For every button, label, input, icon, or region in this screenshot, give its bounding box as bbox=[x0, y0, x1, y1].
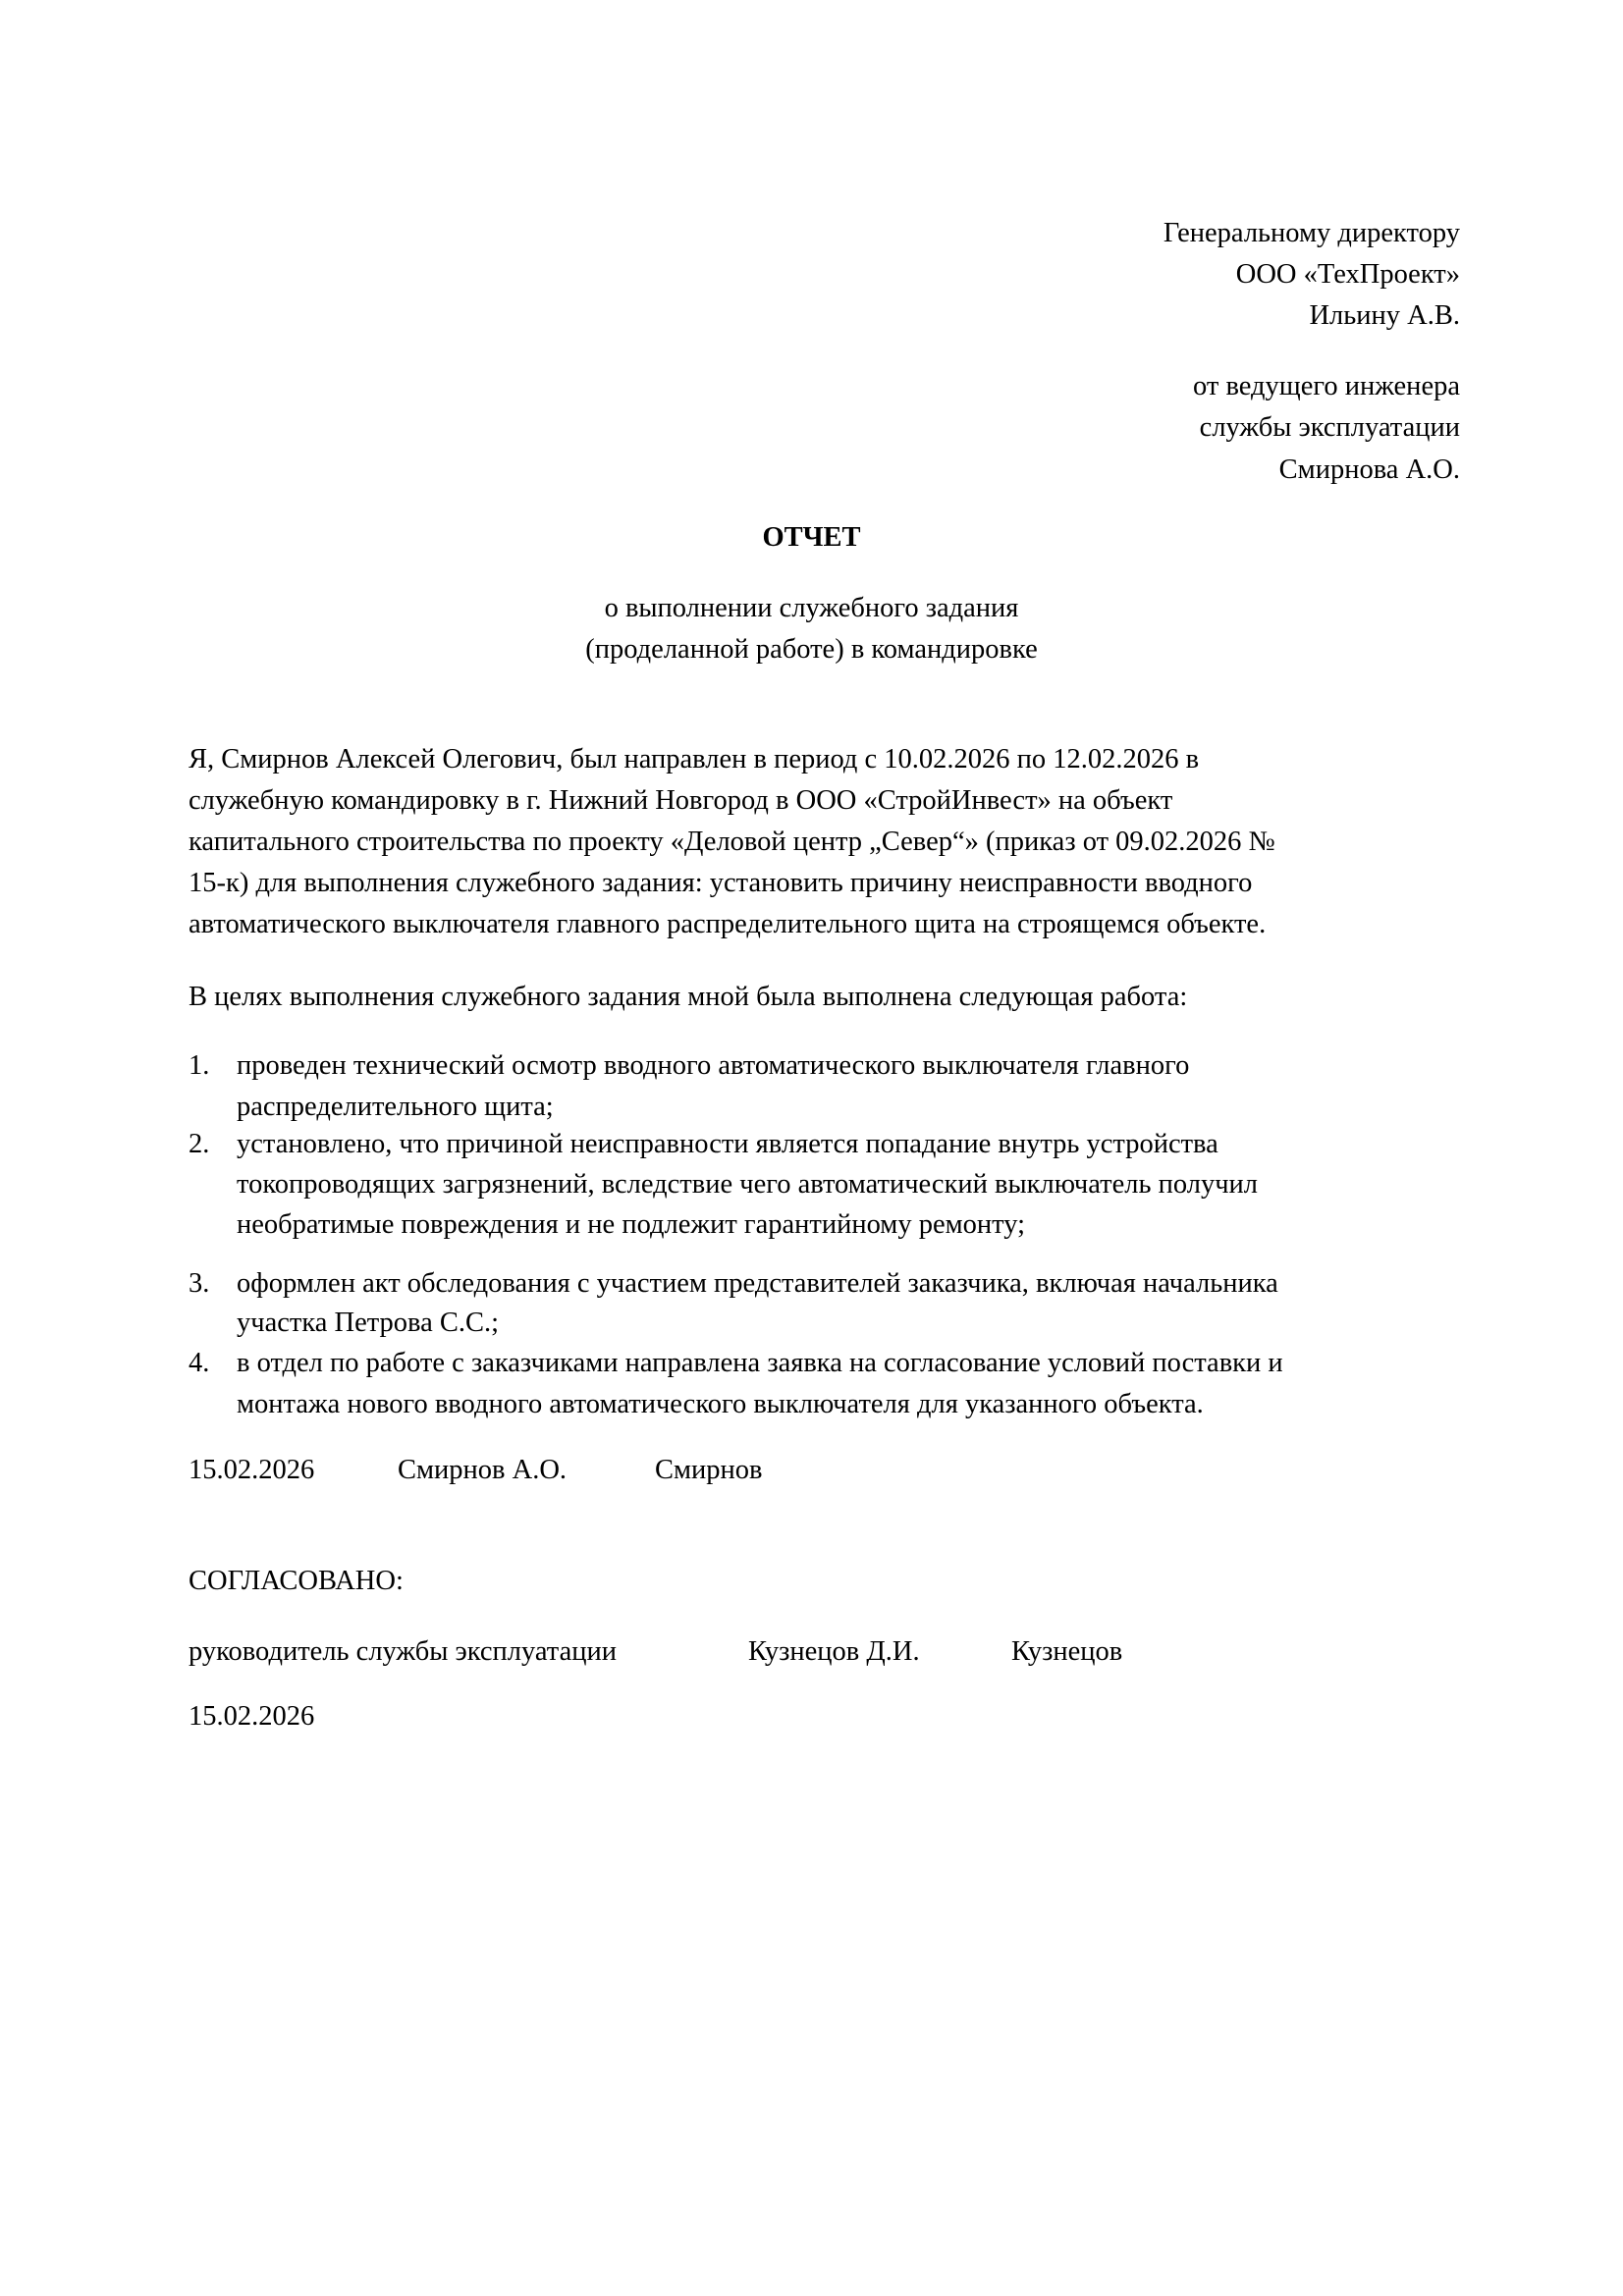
sender-line: службы эксплуатации bbox=[1199, 412, 1460, 443]
document-title: ОТЧЕТ bbox=[762, 522, 861, 553]
work-intro: В целях выполнения служебного задания мной была выполнена следующая работа: bbox=[189, 982, 1188, 1012]
author-date: 15.02.2026 bbox=[189, 1455, 315, 1485]
list-item-line: участка Петрова С.С.; bbox=[237, 1308, 500, 1338]
list-item-line: распределительного щита; bbox=[237, 1092, 554, 1122]
approver-signature: Кузнецов bbox=[1011, 1636, 1123, 1667]
list-item-line: в отдел по работе с заказчиками направлена заявка на согласование условий поставки и bbox=[237, 1348, 1283, 1378]
subtitle-line: (проделанной работе) в командировке bbox=[585, 634, 1038, 665]
list-item-line: монтажа нового вводного автоматического выключателя для указанного объекта. bbox=[237, 1389, 1204, 1419]
list-item-number: 2. bbox=[189, 1129, 210, 1159]
list-item-number: 3. bbox=[189, 1268, 210, 1299]
sender-line: от ведущего инженера bbox=[1193, 371, 1460, 401]
addressee-line: Ильину А.В. bbox=[1309, 300, 1460, 331]
approver-position: руководитель службы эксплуатации bbox=[189, 1636, 617, 1667]
paragraph-line: служебную командировку в г. Нижний Новгород в ООО «СтройИнвест» на объект bbox=[189, 785, 1173, 816]
list-item-number: 1. bbox=[189, 1050, 210, 1081]
sender-line: Смирнова А.О. bbox=[1278, 454, 1460, 485]
list-item-line: необратимые повреждения и не подлежит гарантийному ремонту; bbox=[237, 1209, 1026, 1240]
list-item-line: проведен технический осмотр вводного автоматического выключателя главного bbox=[237, 1050, 1190, 1081]
paragraph-line: капитального строительства по проекту «Деловой центр „Север“» (приказ от 09.02.2026 № bbox=[189, 827, 1275, 857]
addressee-line: ООО «ТехПроект» bbox=[1235, 259, 1460, 290]
addressee-line: Генеральному директору bbox=[1163, 218, 1460, 248]
list-item-line: установлено, что причиной неисправности является попадание внутрь устройства bbox=[237, 1129, 1218, 1159]
list-item-line: токопроводящих загрязнений, вследствие чего автоматический выключатель получил bbox=[237, 1169, 1259, 1200]
subtitle-line: о выполнении служебного задания bbox=[604, 593, 1019, 623]
author-signature: Смирнов bbox=[655, 1455, 763, 1485]
list-item-line: оформлен акт обследования с участием представителей заказчика, включая начальника bbox=[237, 1268, 1278, 1299]
paragraph-line: автоматического выключателя главного распределительного щита на строящемся объекте. bbox=[189, 909, 1267, 939]
approval-heading: СОГЛАСОВАНО: bbox=[189, 1566, 404, 1596]
paragraph-line: Я, Смирнов Алексей Олегович, был направлен в период с 10.02.2026 по 12.02.2026 в bbox=[189, 744, 1200, 774]
list-item-number: 4. bbox=[189, 1348, 210, 1378]
approver-name: Кузнецов Д.И. bbox=[748, 1636, 920, 1667]
paragraph-line: 15-к) для выполнения служебного задания: установить причину неисправности вводного bbox=[189, 868, 1253, 898]
author-name: Смирнов А.О. bbox=[398, 1455, 568, 1485]
approval-date: 15.02.2026 bbox=[189, 1701, 315, 1732]
